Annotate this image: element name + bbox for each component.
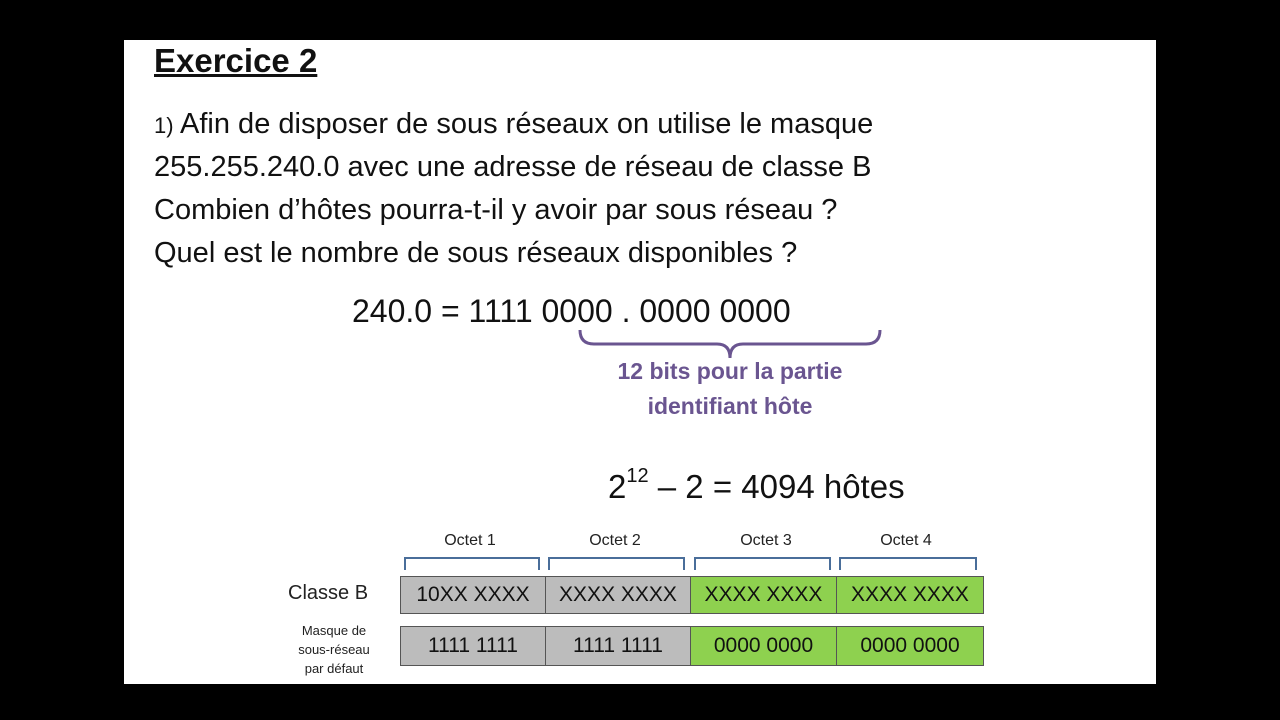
- slide: [124, 40, 1156, 684]
- formula-result: – 2 = 4094 hôtes: [648, 468, 905, 505]
- brace-note-line-1: 12 bits pour la partie: [617, 358, 843, 384]
- octet-label-2: Octet 2: [589, 532, 641, 549]
- slide-title: Exercice 2: [154, 42, 318, 79]
- octet-label-4: Octet 4: [880, 532, 932, 549]
- mask-octet-2: 1111 1111: [545, 626, 691, 666]
- classe-b-octet-4: XXXX XXXX: [836, 576, 984, 614]
- brace-note-line-2: identifiant hôte: [647, 393, 813, 419]
- classe-b-octet-1: 10XX XXXX: [400, 576, 546, 614]
- octet-label-3: Octet 3: [740, 532, 792, 549]
- octet-label-1: Octet 1: [444, 532, 496, 549]
- row-label-mask-line-1: Masque de: [301, 623, 367, 638]
- row-label-mask-line-3: par défaut: [304, 661, 364, 676]
- question-line-3: Combien d’hôtes pourra-t-il y avoir par sous réseau ?: [154, 194, 838, 226]
- mask-octet-4: 0000 0000: [836, 626, 984, 666]
- binary-equation: 240.0 = 1111 0000 . 0000 0000: [352, 293, 791, 329]
- classe-b-octet-2: XXXX XXXX: [545, 576, 691, 614]
- row-label-mask-line-2: sous-réseau: [298, 642, 370, 657]
- mask-octet-1: 1111 1111: [400, 626, 546, 666]
- question-line-2: 255.255.240.0 avec une adresse de réseau de classe B: [154, 151, 872, 183]
- mask-octet-3: 0000 0000: [690, 626, 837, 666]
- question-number: 1): [154, 113, 174, 138]
- formula-base: 2: [608, 468, 627, 505]
- classe-b-octet-3: XXXX XXXX: [690, 576, 837, 614]
- row-label-classe-b: Classe B: [288, 582, 369, 604]
- question-line-4: Quel est le nombre de sous réseaux disponibles ?: [154, 237, 798, 269]
- row-label-default-mask: [284, 621, 384, 678]
- question-text-1: Afin de disposer de sous réseaux on utilise le masque: [180, 108, 874, 140]
- formula-exponent: 12: [626, 465, 649, 487]
